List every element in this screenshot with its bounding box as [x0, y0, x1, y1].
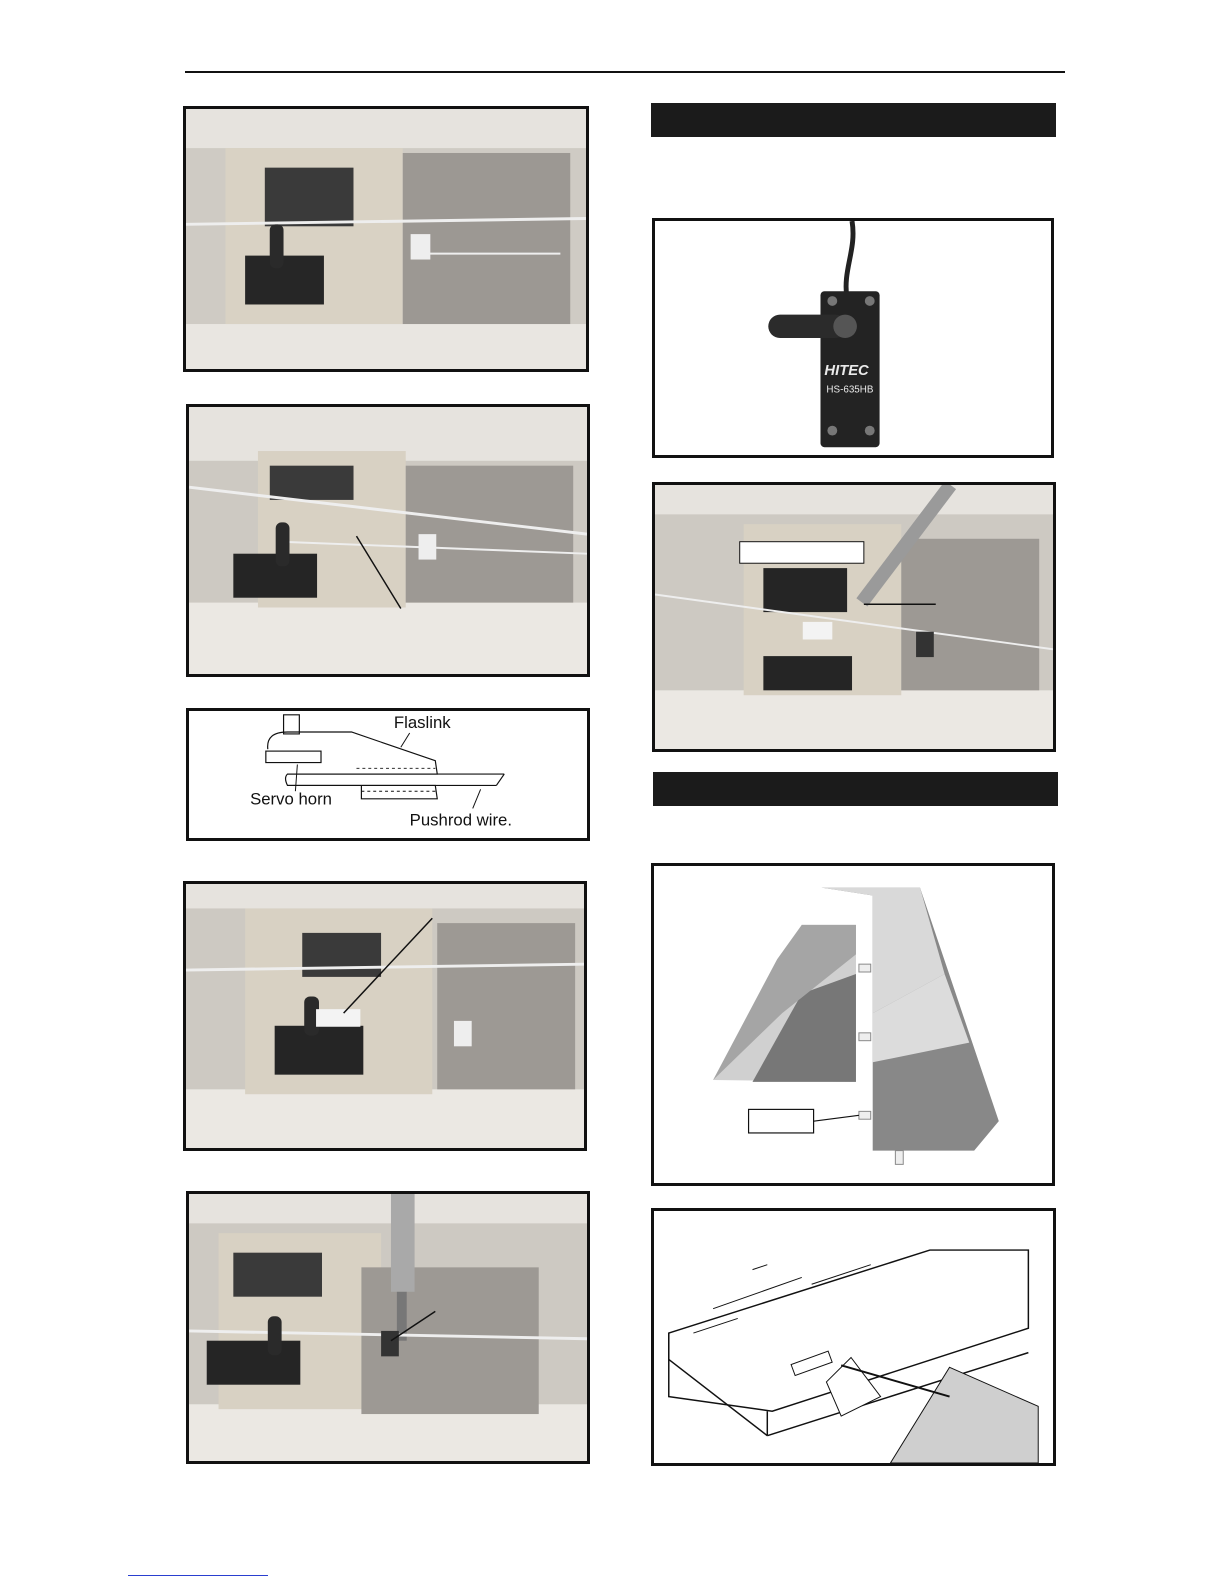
- pushrod-label: Pushrod wire.: [409, 811, 513, 830]
- label-placeholder-box: [740, 542, 864, 564]
- photo-fuselage-servo-3: [183, 881, 587, 1151]
- servo-brand-text: HITEC: [824, 363, 869, 380]
- servo-model-text: HS-635HB: [826, 384, 874, 396]
- section-header-bar-2: [653, 772, 1058, 806]
- footer-link-underline: [128, 1575, 268, 1576]
- tail-surface-illustration: [651, 863, 1055, 1186]
- flaslink-diagram: [186, 708, 590, 841]
- flaslink-label: Flaslink: [393, 714, 451, 733]
- photo-servo-install: [652, 482, 1056, 752]
- photo-servo-closeup: [652, 218, 1054, 458]
- photo-fuselage-servo-1: [183, 106, 589, 372]
- top-rule: [185, 71, 1065, 73]
- hinge-label-box: [749, 1109, 814, 1133]
- section-header-bar-1: [651, 103, 1056, 137]
- servo-horn-label: Servo horn: [250, 790, 332, 809]
- photo-fuselage-screwdriver: [186, 1191, 590, 1464]
- photo-fuselage-servo-2: [186, 404, 590, 677]
- hinge-slot-illustration: [651, 1208, 1056, 1466]
